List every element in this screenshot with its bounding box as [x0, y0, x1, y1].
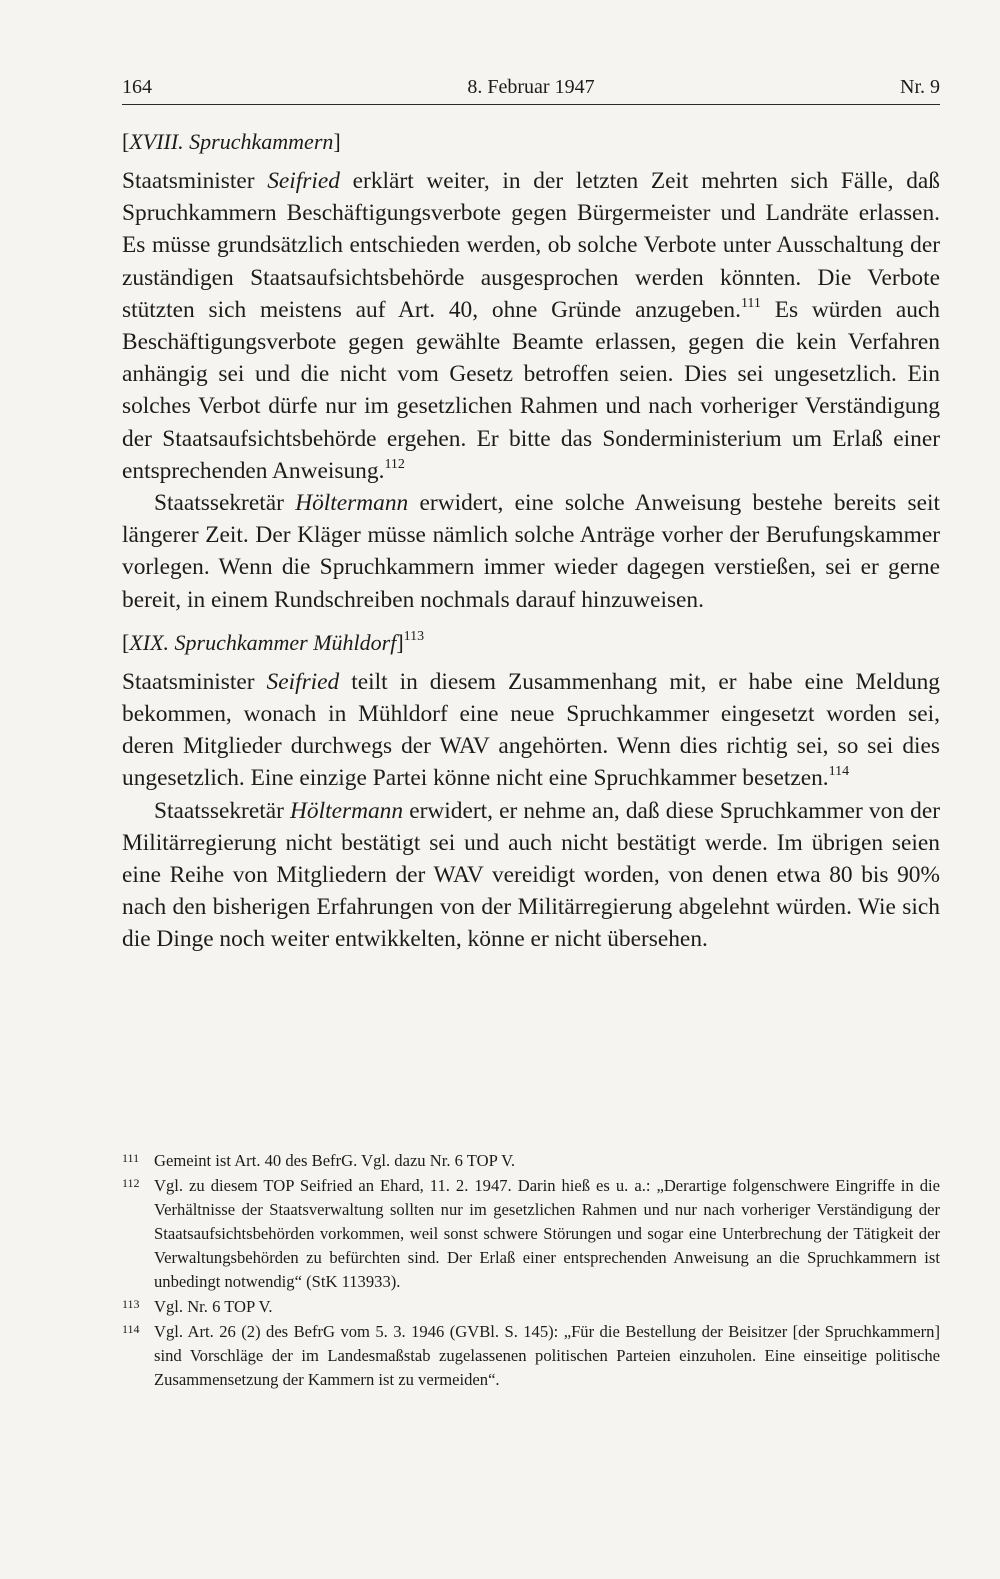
page-number: 164: [122, 76, 152, 98]
speaker-name: Höltermann: [295, 490, 409, 517]
text-run: Staatssekretär: [154, 797, 291, 824]
text-run: erwidert, eine solche Anweisung bestehe bereits seit längerer Zeit. Der Kläger müsse nämlich solche Anträge vorher der Berufungskammer vorlegen. Wenn die Spruchkammern immer wieder dagegen verstießen, sei er gerne bereit, in einem Rundschreiben nochmals darauf hinzuweisen.: [122, 490, 940, 613]
text-run: Staatsminister: [122, 168, 268, 194]
footnote-ref: 114: [828, 764, 850, 780]
paragraph: [122, 487, 940, 616]
speaker-name: Seifried: [266, 668, 340, 695]
footnote-number: 113: [122, 1297, 140, 1311]
running-head: [122, 72, 940, 105]
footnote-number: 112: [122, 1176, 140, 1190]
footnote-ref: 113: [403, 628, 425, 644]
footnote-text: Vgl. Nr. 6 TOP V.: [154, 1297, 273, 1316]
paragraph: [122, 165, 940, 487]
text-run: Es würden auch Beschäftigungsverbote gegen gewählte Beamte erlassen, gegen die kein Verfahren anhängig sei und die nicht vom Gesetz betroffen seien. Dies sei ungesetzlich. Ein solches Verbot dürfe nur im gesetzlichen Rahmen und nach vorheriger Verständigung der Staatsaufsichtsbehörde ergehen. Er bitte das Sonderministerium um Erlaß einer entsprechenden Anweisung.: [122, 296, 940, 484]
section-title: XIX. Spruchkammer Mühldorf: [129, 629, 397, 655]
text-run: teilt in diesem Zusammenhang mit, er habe eine Meldung bekommen, wonach in Mühldorf eine neue Spruchkammer eingesetzt worden sei, deren Mitglieder durchwegs der WAV angehörten. Wenn dies richtig sei, so sei dies ungesetzlich. Eine einzige Partei könne nicht eine Spruchkammer besetzen.: [122, 668, 940, 792]
footnote-ref: 111: [740, 295, 761, 311]
bracket-close: ]: [396, 629, 404, 655]
bracket-open: [: [122, 629, 130, 655]
footnote: [122, 1174, 940, 1294]
speaker-name: Seifried: [267, 168, 340, 194]
header-issue-number: Nr. 9: [900, 76, 940, 98]
text-run: Staatssekretär: [154, 490, 296, 517]
footnote: [122, 1320, 940, 1392]
header-date: 8. Februar 1947: [467, 76, 595, 98]
paragraph: [122, 666, 940, 795]
text-run: Staatsminister: [122, 668, 267, 695]
footnote: [122, 1149, 940, 1173]
main-text: [122, 126, 940, 956]
section-heading-xix: [122, 627, 940, 659]
paragraph: [122, 795, 940, 956]
footnote-ref: 112: [384, 456, 405, 472]
footnote-number: 114: [122, 1322, 140, 1336]
text-run: erwidert, er nehme an, daß diese Spruchkammer von der Militärregierung nicht bestätigt sei und auch nicht bestätigt werde. Im übrigen seien eine Reihe von Mitgliedern der WAV vereidigt worden, von denen etwa 80 bis 90% nach den bisherigen Erfahrungen von der Militärregierung abgelehnt würden. Wie sich die Dinge noch weiter entwikkelten, könne er nicht übersehen.: [122, 797, 940, 953]
text-run: erklärt weiter, in der letzten Zeit mehrten sich Fälle, daß Spruchkammern Beschäftigungsverbote gegen Bürgermeister und Landräte erlassen. Es müsse grundsätzlich entschieden werden, ob solche Verbote unter Ausschaltung der zuständigen Staatsaufsichtsbehörde ausgesprochen werden könnten. Die Verbote stützten sich meistens auf Art. 40, ohne Gründe anzugeben.: [122, 168, 940, 323]
section-title: XVIII. Spruchkammern: [129, 129, 334, 154]
footnote-text: Gemeint ist Art. 40 des BefrG. Vgl. dazu Nr. 6 TOP V.: [154, 1151, 516, 1170]
bracket-open: [: [122, 129, 130, 154]
footnote-number: 111: [122, 1151, 140, 1165]
footnote: [122, 1295, 940, 1319]
bracket-close: ]: [333, 129, 341, 154]
section-heading-xviii: [122, 126, 940, 158]
footnote-text: Vgl. zu diesem TOP Seifried an Ehard, 11. 2. 1947. Darin hieß es u. a.: „Derartige folgenschwere Eingriffe in die Verhältnisse der Staatsverwaltung sollten nur im gesetzlichen Rahmen und nur nach vorheriger Verständigung der Staatsaufsichtsbehörden vorkommen, weil sonst schwere Störungen und sogar eine Unterbrechung der Tätigkeit der Verwaltungsbehörden zu befürchten sind. Der Erlaß einer entsprechenden Anweisung an die Spruchkammern ist unbedingt notwendig“ (StK 113933).: [154, 1176, 940, 1291]
footnote-text: Vgl. Art. 26 (2) des BefrG vom 5. 3. 1946 (GVBl. S. 145): „Für die Bestellung der Beisitzer [der Spruchkammern] sind Vorschläge der im Landesmaßstab zugelassenen politischen Parteien einzuholen. Eine einseitige politische Zusammensetzung der Kammern ist zu vermeiden“.: [154, 1322, 940, 1389]
speaker-name: Höltermann: [290, 797, 404, 824]
footnotes: [122, 1149, 940, 1393]
